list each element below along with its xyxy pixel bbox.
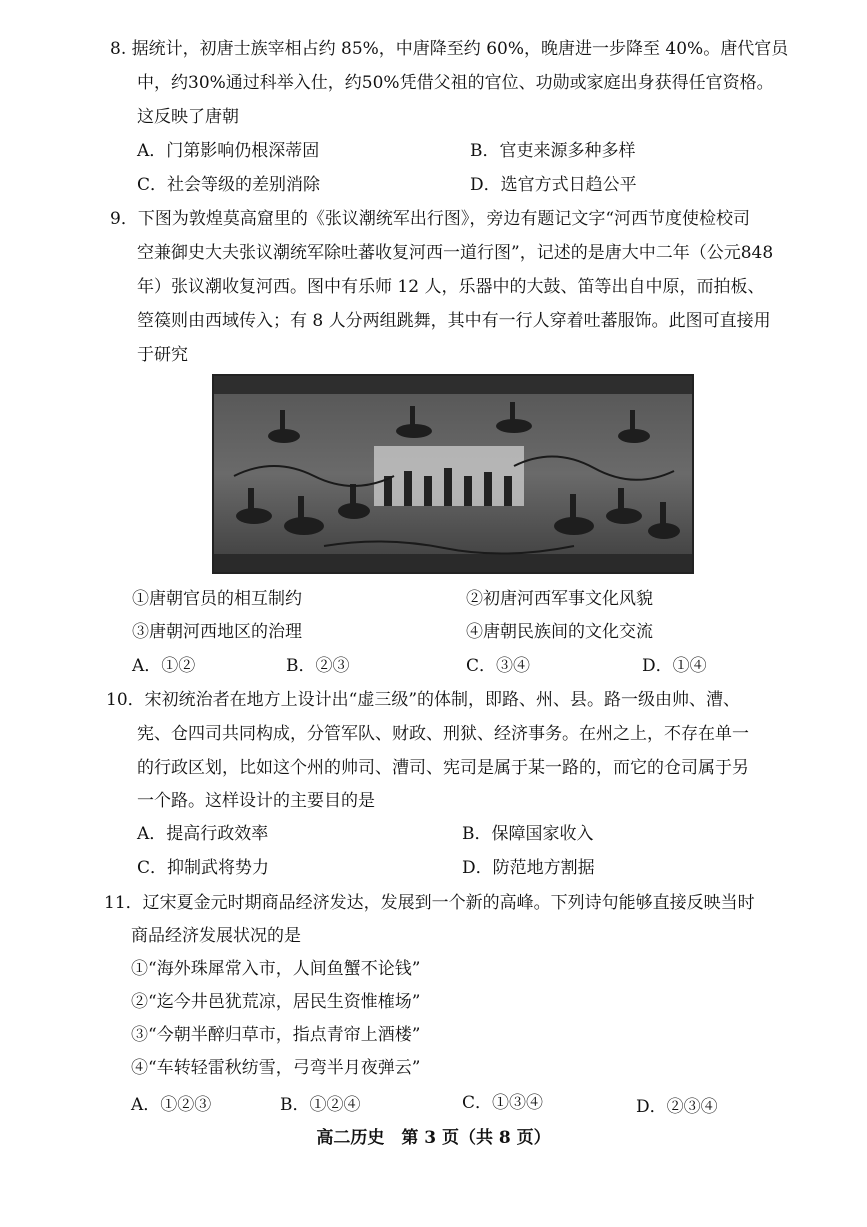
question-11-line-2: 商品经济发展状况的是 bbox=[131, 926, 301, 946]
question-10-option-c: C．抑制武将势力 bbox=[137, 858, 270, 878]
question-8-line-1: 8. 据统计，初唐士族宰相占约 85%，中唐降至约 60%，晚唐进一步降至 40%。唐代官员 bbox=[110, 39, 789, 59]
question-9-statement-4: ④唐朝民族间的文化交流 bbox=[466, 622, 653, 642]
question-11-statement-2: ②“迄今井邑犹荒凉，居民生资惟榷场” bbox=[131, 992, 421, 1012]
question-10-line-1: 10．宋初统治者在地方上设计出“虚三级”的体制，即路、州、县。路一级由帅、漕、 bbox=[106, 690, 741, 710]
question-9-option-d: D．①④ bbox=[642, 656, 707, 676]
question-8-option-b: B．官吏来源多种多样 bbox=[470, 141, 636, 161]
question-8-option-c: C．社会等级的差别消除 bbox=[137, 175, 321, 195]
question-10-option-d: D．防范地方割据 bbox=[462, 858, 595, 878]
mural-image bbox=[212, 374, 694, 574]
question-9-option-b: B．②③ bbox=[286, 656, 350, 676]
question-8-option-a: A．门第影响仍根深蒂固 bbox=[137, 141, 320, 161]
question-11-option-d: D．②③④ bbox=[636, 1097, 718, 1117]
question-9-statement-3: ③唐朝河西地区的治理 bbox=[132, 622, 302, 642]
question-9-statement-1: ①唐朝官员的相互制约 bbox=[132, 589, 302, 609]
mural-illustration bbox=[214, 376, 692, 572]
question-11-statement-1: ①“海外珠犀常入市，人间鱼蟹不论钱” bbox=[131, 959, 421, 979]
question-11-statement-4: ④“车转轻雷秋纺雪，弓弯半月夜弹云” bbox=[131, 1058, 421, 1078]
question-11-option-b: B．①②④ bbox=[280, 1095, 361, 1115]
question-10-line-4: 一个路。这样设计的主要目的是 bbox=[137, 791, 375, 811]
question-9-line-2: 空兼御史大夫张议潮统军除吐蕃收复河西一道行图”，记述的是唐大中二年（公元848 bbox=[137, 243, 774, 263]
question-10-option-b: B．保障国家收入 bbox=[462, 824, 594, 844]
question-9-statement-2: ②初唐河西军事文化风貌 bbox=[466, 589, 653, 609]
question-11-statement-3: ③“今朝半醉归草市，指点青帘上酒楼” bbox=[131, 1025, 421, 1045]
question-9-line-3: 年）张议潮收复河西。图中有乐师 12 人，乐器中的大鼓、笛等出自中原，而拍板、 bbox=[137, 277, 765, 297]
question-8-line-2: 中，约30%通过科举入仕，约50%凭借父祖的官位、功勋或家庭出身获得任官资格。 bbox=[137, 73, 774, 93]
question-11-line-1: 11．辽宋夏金元时期商品经济发达，发展到一个新的高峰。下列诗句能够直接反映当时 bbox=[104, 893, 755, 913]
question-10-line-2: 宪、仓四司共同构成，分管军队、财政、刑狱、经济事务。在州之上，不存在单一 bbox=[137, 724, 749, 744]
question-11-option-c: C．①③④ bbox=[462, 1093, 544, 1113]
question-10-option-a: A．提高行政效率 bbox=[137, 824, 269, 844]
question-8-option-d: D．选官方式日趋公平 bbox=[470, 175, 637, 195]
question-10-line-3: 的行政区划，比如这个州的帅司、漕司、宪司是属于某一路的，而它的仓司属于另 bbox=[137, 758, 749, 778]
question-9-line-4: 箜篌则由西域传入；有 8 人分两组跳舞，其中有一行人穿着吐蕃服饰。此图可直接用 bbox=[137, 311, 771, 331]
question-9-line-5: 于研究 bbox=[137, 345, 188, 365]
question-8-line-3: 这反映了唐朝 bbox=[137, 107, 239, 127]
question-9-option-a: A．①② bbox=[132, 656, 196, 676]
question-9-option-c: C．③④ bbox=[466, 656, 531, 676]
question-11-option-a: A．①②③ bbox=[131, 1095, 212, 1115]
question-9-line-1: 9．下图为敦煌莫高窟里的《张议潮统军出行图》，旁边有题记文字“河西节度使检校司 bbox=[110, 209, 751, 229]
page-footer: 高二历史 第 3 页（共 8 页） bbox=[316, 1128, 551, 1148]
